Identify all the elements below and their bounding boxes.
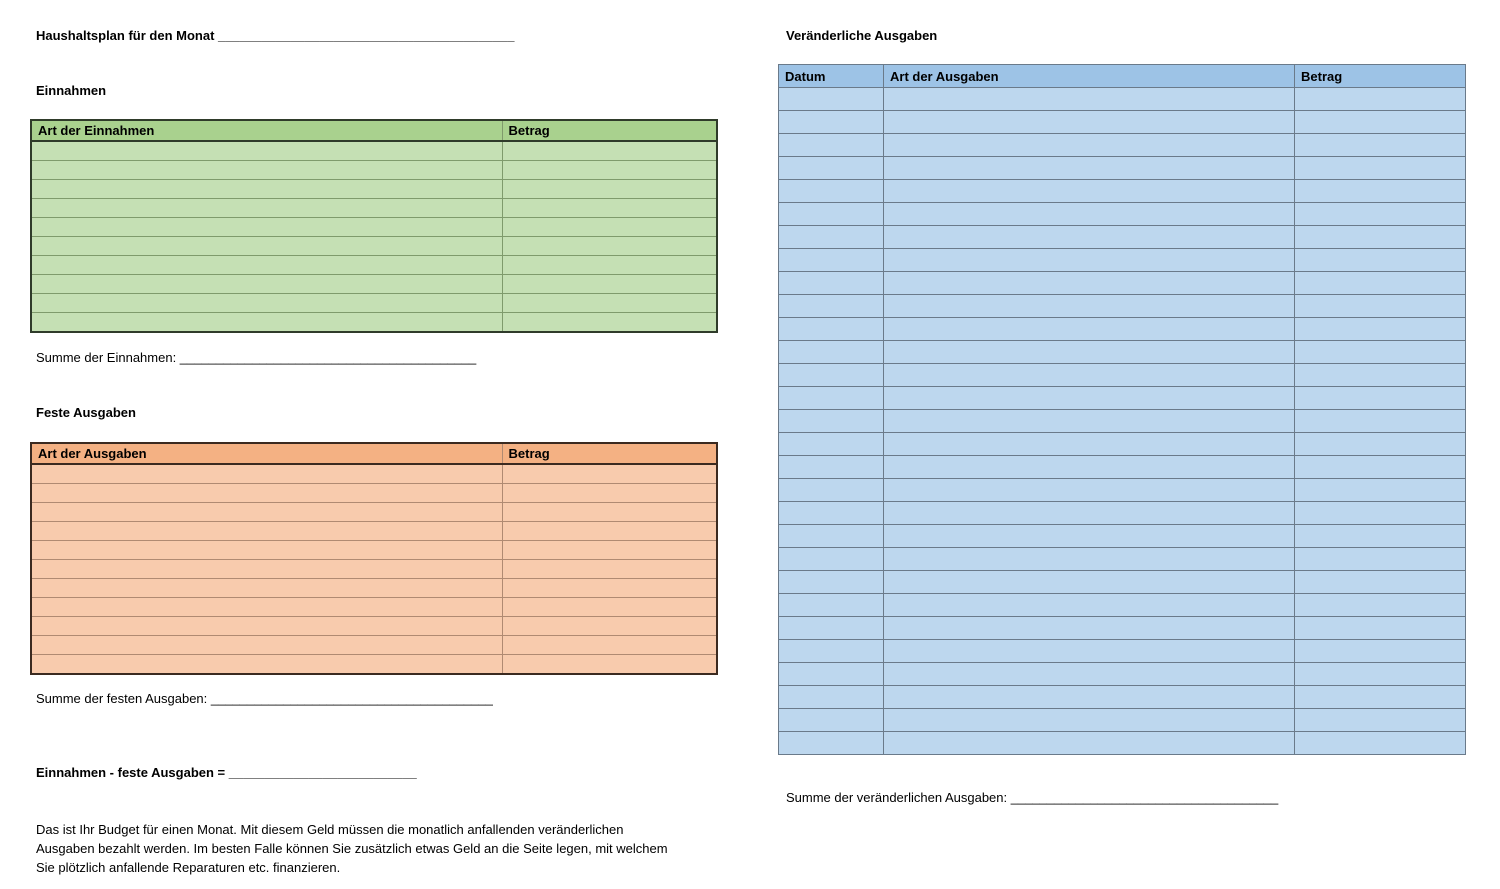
income-col-amount: Betrag [502,120,717,141]
table-cell[interactable] [502,598,717,617]
variable-sum-line: Summe der veränderlichen Ausgaben: _____________________________________ [786,790,1279,805]
table-cell[interactable] [502,560,717,579]
variable-col-amount: Betrag [1295,65,1466,88]
table-cell[interactable] [884,479,1295,502]
income-table-body [31,141,717,332]
table-cell[interactable] [779,732,884,755]
fixed-expenses-table [30,442,718,675]
table-row [31,522,717,541]
page-title: Haushaltsplan für den Monat _________________________________________ [36,28,515,43]
table-cell[interactable] [779,157,884,180]
table-row [779,640,1466,663]
table-cell[interactable] [502,313,717,333]
table-row [31,655,717,675]
fixed-header-row [31,443,717,464]
table-cell[interactable] [1295,410,1466,433]
table-cell[interactable] [31,560,502,579]
table-cell[interactable] [779,502,884,525]
table-cell[interactable] [1295,88,1466,111]
table-cell[interactable] [779,571,884,594]
table-cell[interactable] [779,249,884,272]
table-row [779,548,1466,571]
variable-table-body [779,88,1466,755]
table-cell[interactable] [502,617,717,636]
table-cell[interactable] [1295,272,1466,295]
table-cell[interactable] [1295,134,1466,157]
table-row [31,503,717,522]
table-row [31,579,717,598]
table-cell[interactable] [779,88,884,111]
table-row [31,199,717,218]
table-cell[interactable] [1295,111,1466,134]
table-cell[interactable] [779,617,884,640]
table-cell[interactable] [884,456,1295,479]
table-cell[interactable] [1295,318,1466,341]
table-cell[interactable] [1295,709,1466,732]
table-cell[interactable] [884,318,1295,341]
table-cell[interactable] [1295,663,1466,686]
table-row [779,272,1466,295]
table-cell[interactable] [1295,364,1466,387]
table-cell[interactable] [31,199,502,218]
table-row [31,256,717,275]
table-cell[interactable] [31,256,502,275]
table-cell[interactable] [884,617,1295,640]
table-cell[interactable] [31,541,502,560]
table-cell[interactable] [884,709,1295,732]
table-cell[interactable] [1295,249,1466,272]
table-row [779,663,1466,686]
table-cell[interactable] [502,655,717,675]
table-cell[interactable] [502,579,717,598]
fixed-heading: Feste Ausgaben [36,405,136,420]
table-cell[interactable] [779,640,884,663]
fixed-col-amount: Betrag [502,443,717,464]
table-cell[interactable] [779,456,884,479]
budget-note-line: Sie plötzlich anfallende Reparaturen etc. finanzieren. [36,860,341,875]
budget-note-line: Ausgaben bezahlt werden. Im besten Falle können Sie zusätzlich etwas Geld an die Seite legen, mit welchem [36,841,668,856]
table-row [779,249,1466,272]
table-cell[interactable] [502,522,717,541]
table-cell[interactable] [1295,571,1466,594]
table-cell[interactable] [1295,594,1466,617]
table-cell[interactable] [884,732,1295,755]
table-cell[interactable] [779,180,884,203]
table-cell[interactable] [502,636,717,655]
table-cell[interactable] [31,294,502,313]
table-cell[interactable] [31,484,502,503]
table-cell[interactable] [502,503,717,522]
table-cell[interactable] [779,134,884,157]
table-cell[interactable] [1295,295,1466,318]
table-cell[interactable] [502,180,717,199]
table-cell[interactable] [884,594,1295,617]
table-row [31,541,717,560]
table-cell[interactable] [884,410,1295,433]
table-row [779,157,1466,180]
table-cell[interactable] [884,295,1295,318]
table-cell[interactable] [779,295,884,318]
table-cell[interactable] [779,525,884,548]
table-row [779,88,1466,111]
table-cell[interactable] [1295,479,1466,502]
table-cell[interactable] [779,364,884,387]
table-cell[interactable] [1295,525,1466,548]
income-col-type: Art der Einnahmen [31,120,502,141]
table-cell[interactable] [1295,387,1466,410]
table-cell[interactable] [884,272,1295,295]
table-cell[interactable] [1295,640,1466,663]
table-cell[interactable] [884,157,1295,180]
table-cell[interactable] [31,464,502,484]
table-cell[interactable] [884,433,1295,456]
table-row [31,218,717,237]
table-cell[interactable] [884,203,1295,226]
table-row [779,111,1466,134]
table-cell[interactable] [31,522,502,541]
table-cell[interactable] [884,88,1295,111]
table-cell[interactable] [1295,157,1466,180]
table-cell[interactable] [884,364,1295,387]
table-cell[interactable] [779,318,884,341]
fixed-col-type: Art der Ausgaben [31,443,502,464]
table-cell[interactable] [779,709,884,732]
table-row [779,617,1466,640]
table-cell[interactable] [884,571,1295,594]
table-cell[interactable] [884,180,1295,203]
table-cell[interactable] [502,218,717,237]
fixed-table-body [31,464,717,674]
table-row [779,571,1466,594]
table-cell[interactable] [884,341,1295,364]
table-cell[interactable] [884,686,1295,709]
table-row [31,237,717,256]
table-cell[interactable] [884,502,1295,525]
table-row [779,180,1466,203]
table-row [779,456,1466,479]
table-cell[interactable] [884,548,1295,571]
table-cell[interactable] [502,199,717,218]
table-cell[interactable] [779,548,884,571]
table-cell[interactable] [884,226,1295,249]
table-cell[interactable] [1295,341,1466,364]
table-cell[interactable] [502,275,717,294]
table-cell[interactable] [31,636,502,655]
table-cell[interactable] [884,111,1295,134]
table-cell[interactable] [31,313,502,333]
table-row [779,709,1466,732]
table-row [779,203,1466,226]
table-cell[interactable] [502,256,717,275]
variable-col-date: Datum [779,65,884,88]
table-cell[interactable] [884,525,1295,548]
table-cell[interactable] [31,503,502,522]
difference-line: Einnahmen - feste Ausgaben = __________________________ [36,765,417,780]
table-cell[interactable] [1295,548,1466,571]
table-cell[interactable] [1295,502,1466,525]
table-row [779,226,1466,249]
table-cell[interactable] [31,218,502,237]
budget-note [36,820,668,877]
table-cell[interactable] [31,598,502,617]
table-row [31,636,717,655]
income-header-row [31,120,717,141]
table-cell[interactable] [1295,180,1466,203]
table-cell[interactable] [884,249,1295,272]
table-cell[interactable] [1295,732,1466,755]
table-cell[interactable] [502,484,717,503]
table-row [31,464,717,484]
table-row [779,364,1466,387]
table-row [779,502,1466,525]
income-table [30,119,718,333]
table-cell[interactable] [779,663,884,686]
table-cell[interactable] [1295,226,1466,249]
table-cell[interactable] [31,141,502,161]
table-row [779,732,1466,755]
table-cell[interactable] [31,579,502,598]
table-cell[interactable] [502,161,717,180]
table-row [779,479,1466,502]
variable-heading: Veränderliche Ausgaben [786,28,938,43]
table-cell[interactable] [884,663,1295,686]
table-cell[interactable] [31,275,502,294]
table-row [779,686,1466,709]
table-cell[interactable] [31,655,502,675]
table-cell[interactable] [502,294,717,313]
table-row [31,598,717,617]
table-cell[interactable] [31,237,502,256]
table-cell[interactable] [779,686,884,709]
table-cell[interactable] [884,134,1295,157]
table-cell[interactable] [779,111,884,134]
variable-header-row [779,65,1466,88]
table-row [31,484,717,503]
table-row [779,134,1466,157]
table-cell[interactable] [1295,433,1466,456]
table-cell[interactable] [884,640,1295,663]
table-row [779,410,1466,433]
table-row [779,318,1466,341]
table-cell[interactable] [779,203,884,226]
table-cell[interactable] [884,387,1295,410]
table-row [779,525,1466,548]
table-cell[interactable] [502,464,717,484]
table-cell[interactable] [1295,456,1466,479]
table-row [31,294,717,313]
table-cell[interactable] [1295,686,1466,709]
table-row [31,275,717,294]
income-heading: Einnahmen [36,83,107,98]
table-cell[interactable] [779,387,884,410]
table-cell[interactable] [779,226,884,249]
table-row [31,313,717,333]
variable-col-type: Art der Ausgaben [884,65,1295,88]
table-cell[interactable] [31,180,502,199]
table-cell[interactable] [779,479,884,502]
table-cell[interactable] [502,237,717,256]
table-row [779,433,1466,456]
table-row [779,341,1466,364]
table-cell[interactable] [31,617,502,636]
table-row [31,617,717,636]
table-row [31,180,717,199]
variable-expenses-table [778,64,1466,755]
table-row [31,161,717,180]
income-sum-line: Summe der Einnahmen: _________________________________________ [36,350,477,365]
table-row [779,295,1466,318]
table-cell[interactable] [502,141,717,161]
fixed-sum-line: Summe der festen Ausgaben: _______________________________________ [36,691,493,706]
table-row [31,560,717,579]
table-row [779,594,1466,617]
table-row [779,387,1466,410]
table-cell[interactable] [1295,203,1466,226]
table-cell[interactable] [1295,617,1466,640]
table-cell[interactable] [779,272,884,295]
table-cell[interactable] [779,341,884,364]
table-cell[interactable] [779,433,884,456]
table-cell[interactable] [779,594,884,617]
table-cell[interactable] [31,161,502,180]
table-row [31,141,717,161]
table-cell[interactable] [779,410,884,433]
budget-note-line: Das ist Ihr Budget für einen Monat. Mit diesem Geld müssen die monatlich anfallenden veränderlichen [36,822,624,837]
table-cell[interactable] [502,541,717,560]
